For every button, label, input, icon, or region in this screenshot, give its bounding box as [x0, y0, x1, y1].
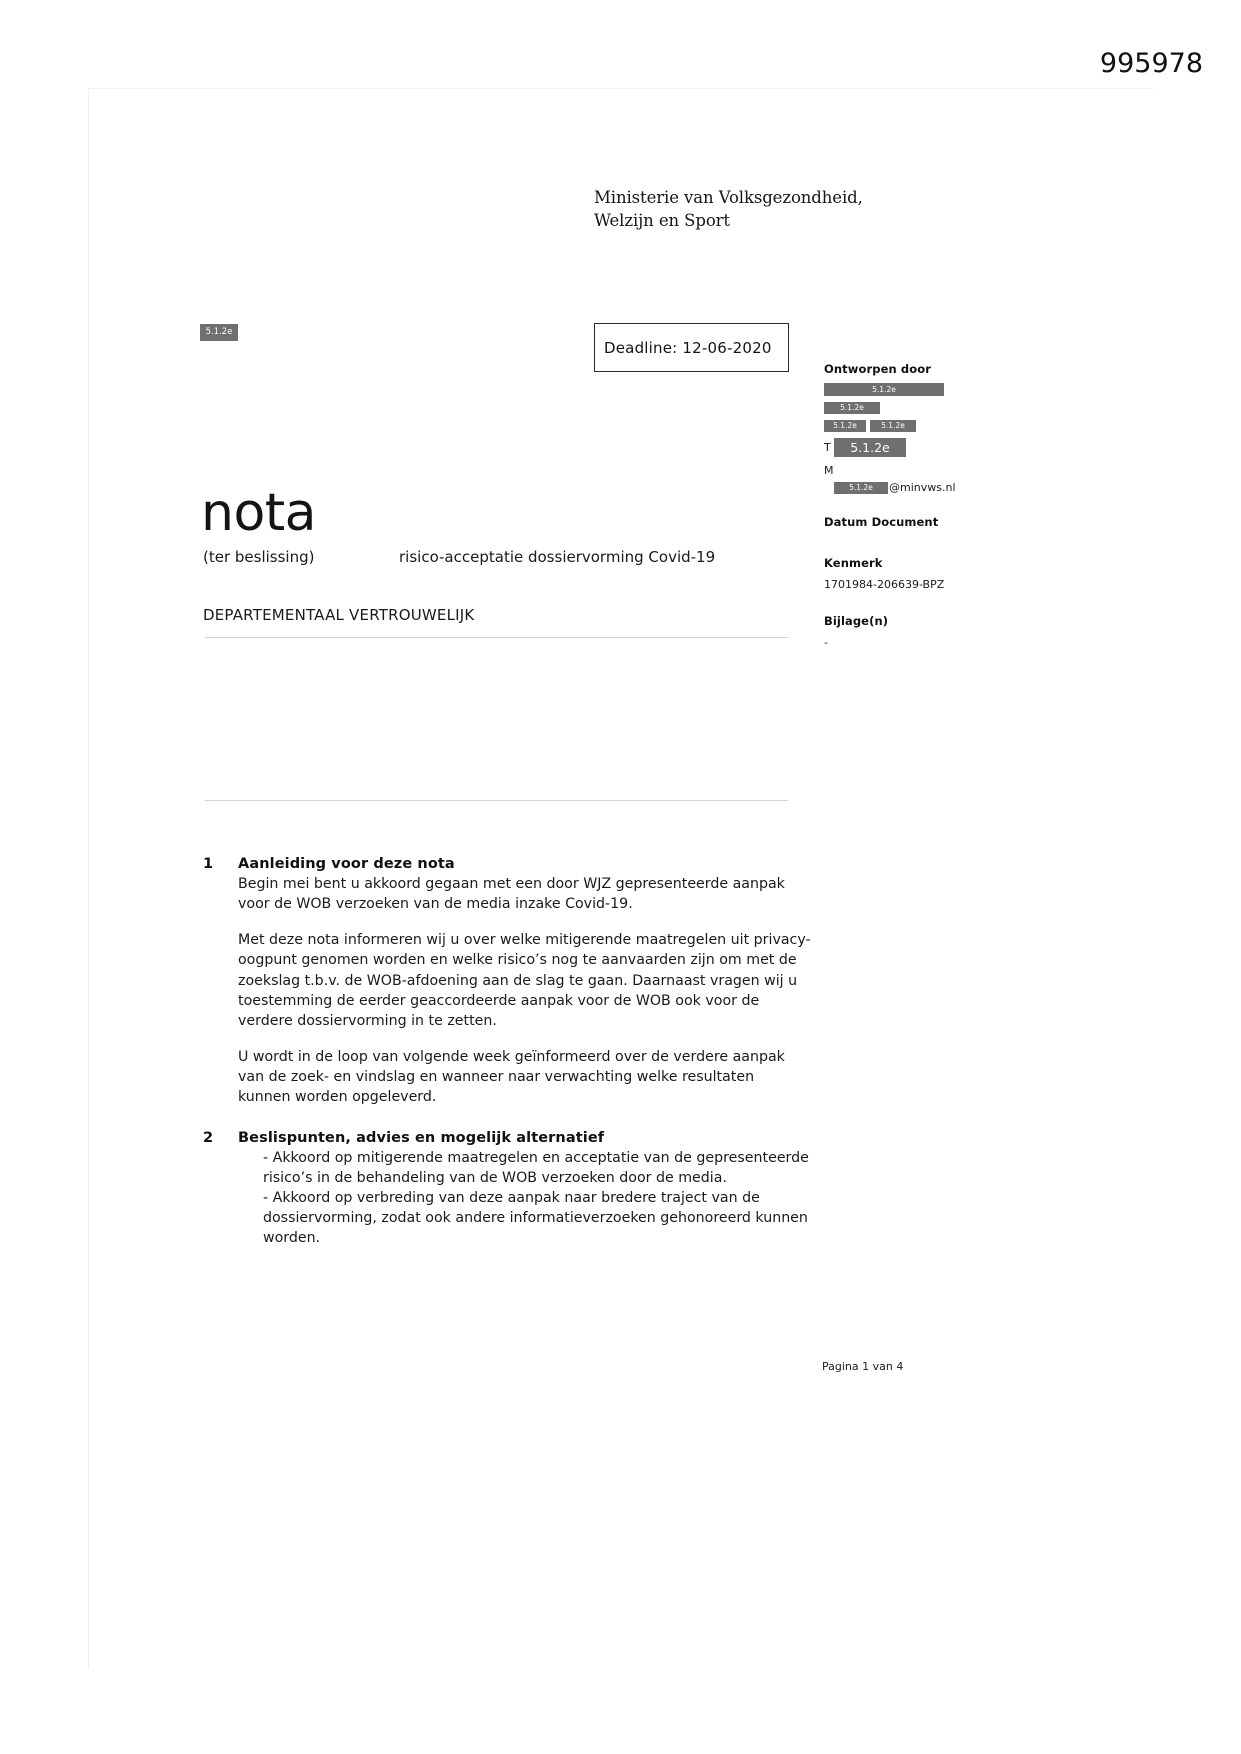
meta-date-heading: Datum Document — [824, 515, 939, 529]
section-1-heading: Aanleiding voor deze nota — [238, 856, 455, 872]
meta-spacer-1 — [824, 495, 1014, 515]
redaction-bar-name: 5.1.2e — [824, 383, 944, 396]
redaction-bar-subunit-b: 5.1.2e — [870, 420, 916, 432]
page-title: nota — [201, 483, 317, 543]
meta-reference-heading: Kenmerk — [824, 556, 883, 570]
mobile-label-row — [824, 463, 1014, 479]
document-subject: risico-acceptatie dossiervorming Covid-19 — [399, 548, 716, 566]
ministry-line-1: Ministerie van Volksgezondheid, — [594, 188, 863, 207]
ministry-logo-text — [594, 186, 863, 233]
redaction-bar-phone: 5.1.2e — [834, 438, 906, 457]
classification-label: DEPARTEMENTAAL VERTROUWELIJK — [203, 606, 475, 624]
section-2-bullet-2: - Akkoord op verbreding van deze aanpak naar bredere traject van de dossiervorming, zodat ook andere informatieverzoeken gehonoreerd kunnen worden. — [263, 1189, 808, 1247]
section-2-number: 2 — [203, 1129, 214, 1146]
redaction-row-email — [824, 481, 1014, 495]
section-1-paragraph-2: Met deze nota informeren wij u over welke mitigerende maatregelen uit privacy-oogpunt genomen worden en welke risico’s nog te aanvaarden zijn om met de zoekslag t.b.v. de WOB-afdoening aan de slag te gaan. Daarnaast vragen wij u toestemming de eerder geaccordeerde aanpak voor de WOB ook voor de verdere dossiervorming in te zetten. — [238, 932, 811, 1029]
section-2-content — [238, 1130, 811, 1249]
deadline-box — [594, 323, 789, 372]
page-footer: Pagina 1 van 4 — [822, 1360, 904, 1373]
redaction-bar-email-user: 5.1.2e — [834, 482, 888, 494]
document-subtitle-row — [203, 548, 793, 566]
meta-reference-value: 1701984-206639-BPZ — [824, 578, 945, 591]
meta-attachments-heading: Bijlage(n) — [824, 613, 889, 628]
section-1-number: 1 — [203, 856, 214, 872]
meta-designed-by-heading: Ontworpen door — [824, 362, 931, 376]
section-1 — [203, 856, 811, 1108]
redaction-row-unit — [824, 402, 1014, 414]
scan-page-number: 995978 — [1099, 48, 1203, 79]
redaction-row-name — [824, 383, 1014, 396]
document-meta-sidebar — [824, 362, 1014, 651]
document-body — [203, 856, 811, 1270]
meta-attachments-value: - — [824, 635, 828, 649]
divider-top — [205, 637, 788, 638]
meta-spacer-3 — [824, 594, 1014, 614]
section-2 — [203, 1130, 811, 1249]
section-1-paragraph-3: U wordt in de loop van volgende week geïnformeerd over de verdere aanpak van de zoek- en vindslag en wanneer naar verwachting welke resultaten kunnen worden opgeleverd. — [238, 1049, 785, 1106]
redaction-row-phone — [824, 438, 1014, 457]
divider-bottom — [205, 800, 788, 801]
mobile-label: M — [824, 464, 834, 477]
document-kind: (ter beslissing) — [203, 548, 315, 566]
section-2-bullet-1: - Akkoord op mitigerende maatregelen en acceptatie van de gepresenteerde risico’s in de behandeling van de WOB verzoeken door de media. — [263, 1149, 809, 1186]
section-2-bullets — [263, 1148, 811, 1249]
redaction-bar-unit: 5.1.2e — [824, 402, 880, 414]
section-2-heading: Beslispunten, advies en mogelijk alternatief — [238, 1129, 605, 1146]
phone-label: T — [824, 440, 831, 454]
redaction-bar-top-left: 5.1.2e — [200, 324, 238, 341]
ministry-line-2: Welzijn en Sport — [594, 211, 730, 231]
section-1-content — [238, 856, 811, 1108]
meta-spacer-2 — [824, 536, 1014, 556]
section-1-paragraph-1: Begin mei bent u akkoord gegaan met een door WJZ gepresenteerde aanpak voor de WOB verzoeken van de media inzake Covid-19. — [238, 876, 785, 913]
email-domain-text: @minvws.nl — [889, 481, 956, 494]
redaction-bar-subunit-a: 5.1.2e — [824, 420, 866, 432]
deadline-text: Deadline: 12-06-2020 — [604, 338, 772, 357]
redaction-row-subunit — [824, 420, 1014, 432]
